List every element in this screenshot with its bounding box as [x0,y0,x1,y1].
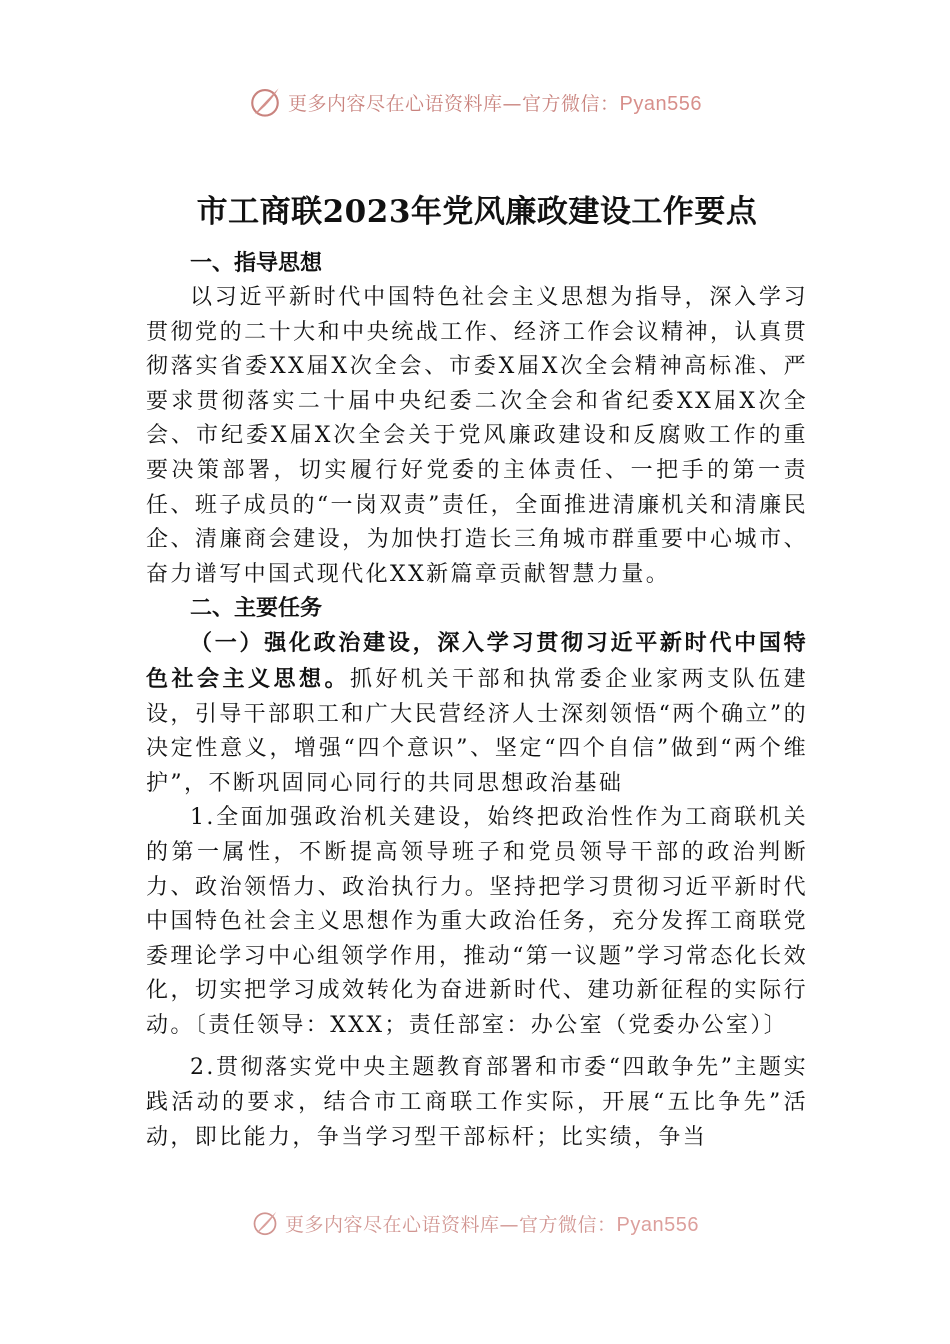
task-item-1: 1.全面加强政治机关建设，始终把政治性作为工商联机关的第一属性，不断提高领导班子和党员领导干部的政治判断力、政治领悟力、政治执行力。坚持把学习贯彻习近平新时代中国特色社会主义思想作为重大政治任务，充分发挥工商联党委理论学习中心组领学作用，推动“第一议题”学习常态化长效化，切实把学习成效转化为奋进新时代、建功新征程的实际行动。〔责任领导：XXX；责任部室：办公室（党委办公室）〕 [146,805,808,1038]
document-body [146,186,808,1155]
header-banner-text [288,89,702,116]
subsection-political-building-body: 抓好机关干部和执常委企业家两支队伍建设，引导干部职工和广大民营经济人士深刻领悟“两个确立”的决定性意义，增强“四个意识”、坚定“四个自信”做到“两个维护”，不断巩固同心同行的共同思想政治基础 [146,666,808,796]
footer-banner-id: Pyan556 [616,1213,699,1236]
section-heading-main-tasks: 二、主要任务 [190,596,323,622]
header-banner-id: Pyan556 [619,92,702,115]
document-title: 市工商联2023年党风廉政建设工作要点 [196,194,758,230]
footer-banner [0,1208,950,1238]
section-heading-guiding-thought: 一、指导思想 [190,251,323,276]
footer-banner-cn: 更多内容尽在心语资料库—官方微信： [285,1213,617,1236]
footer-banner-text [285,1210,699,1237]
task-item-2: 2.贯彻落实党中央主题教育部署和市委“四敢争先”主题实践活动的要求，结合市工商联工作实际，开展“五比争先”活动，即比能力，争当学习型干部标杆；比实绩，争当 [146,1055,808,1150]
quill-logo-icon [248,85,282,119]
subsection-political-building-title: （一）强化政治建设，深入学习贯彻习近平新时代中国特色社会主义思想。 [146,630,808,692]
quill-logo-icon [251,1209,279,1237]
header-banner-cn: 更多内容尽在心语资料库—官方微信： [288,92,620,115]
subsection-political-building [146,626,808,801]
header-banner [0,84,950,120]
guiding-thought-paragraph: 以习近平新时代中国特色社会主义思想为指导，深入学习贯彻党的二十大和中央统战工作、经济工作会议精神，认真贯彻落实省委XX届X次全会、市委X届X次全会精神高标准、严要求贯彻落实二十届中央纪委二次全会和省纪委XX届X次全会、市纪委X届X次全会关于党风廉政建设和反腐败工作的重要决策部署，切实履行好党委的主体责任、一把手的第一责任、班子成员的“一岗双责”责任，全面推进清廉机关和清廉民企、清廉商会建设，为加快打造长三角城市群重要中心城市、奋力谱写中国式现代化XX新篇章贡献智慧力量。 [146,285,808,587]
